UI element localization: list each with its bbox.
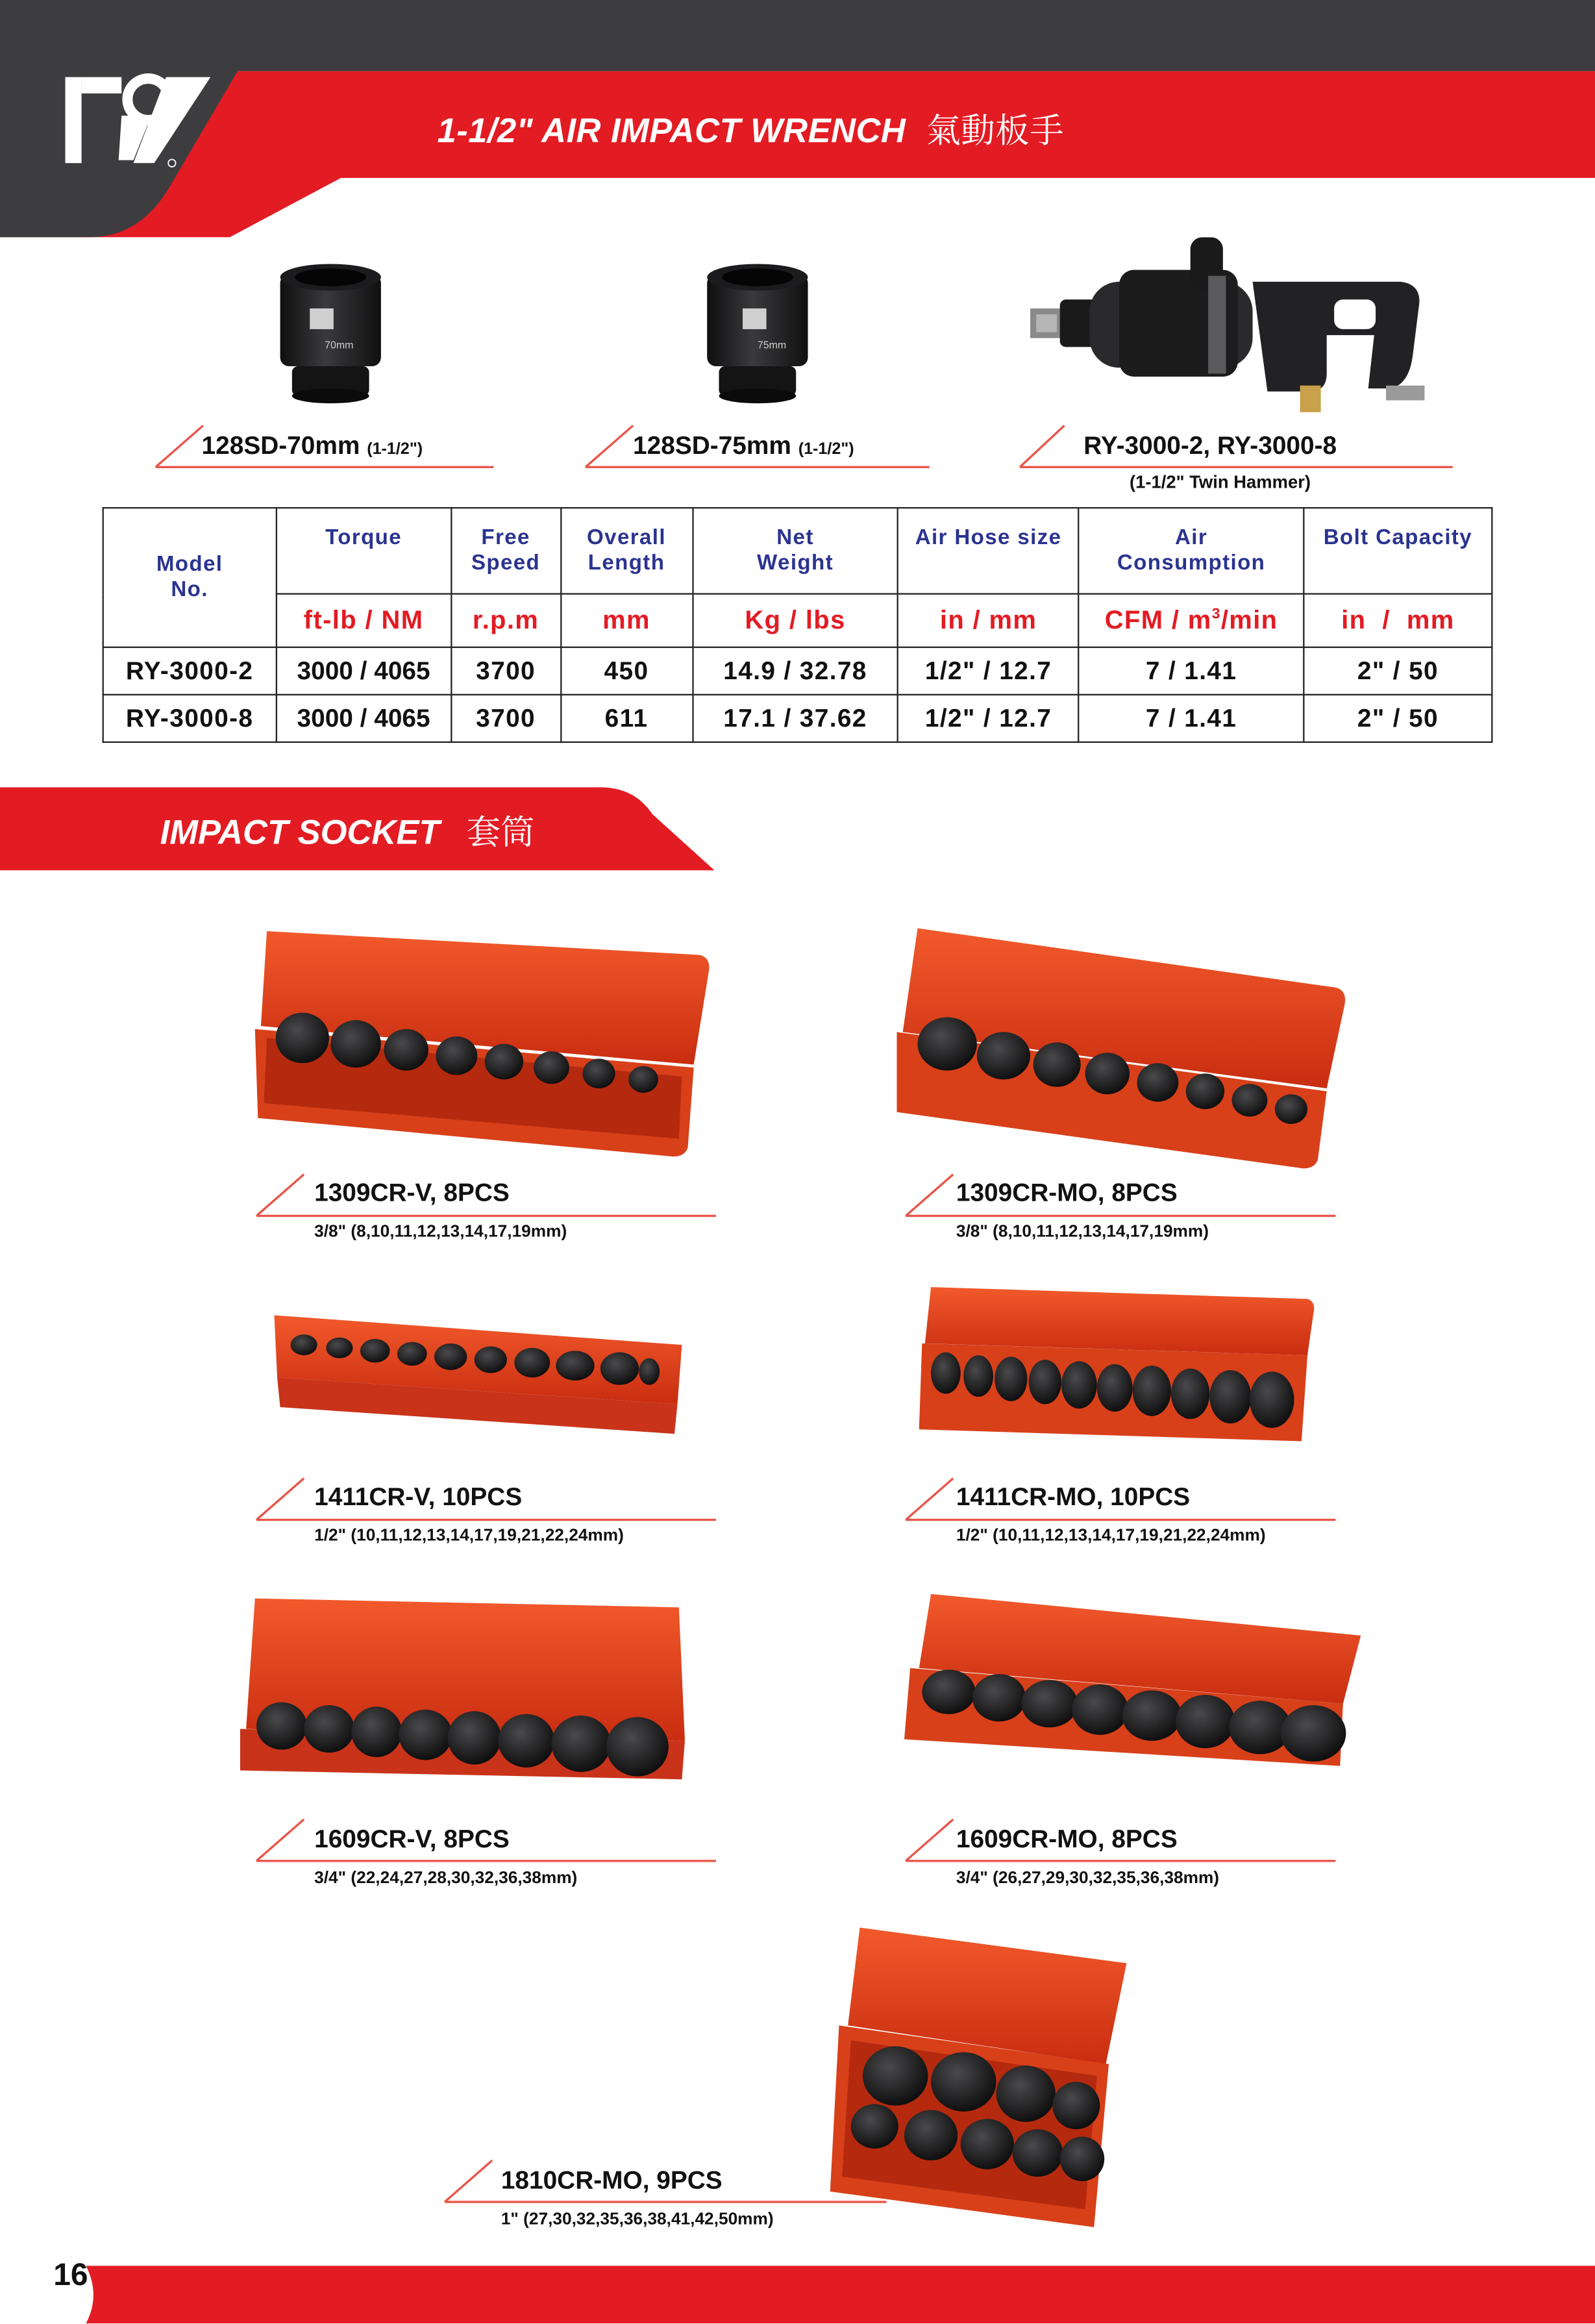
spec-table bbox=[103, 507, 1493, 743]
row-bolt: 2" / 50 bbox=[1304, 695, 1492, 742]
weight-unit: Kg / lbs bbox=[693, 594, 898, 647]
air-hose-header: Air Hose size bbox=[898, 508, 1079, 593]
set-sizes-1309cr-mo: 3/8" (8,10,11,12,13,14,17,19mm) bbox=[956, 1223, 1209, 1242]
length-unit: mm bbox=[560, 594, 692, 647]
row-speed: 3700 bbox=[451, 647, 561, 695]
page-title-cjk: 氣動板手 bbox=[926, 112, 1065, 151]
row-model: RY-3000-8 bbox=[103, 695, 277, 742]
socket-engraving-75: 75mm bbox=[757, 340, 787, 351]
row-torque: 3000 / 4065 bbox=[277, 695, 451, 742]
case-1609cr-mo bbox=[904, 1594, 1361, 1766]
row-length: 611 bbox=[560, 695, 692, 742]
free-speed-header: Free Speed bbox=[451, 508, 561, 593]
case-1411cr-mo bbox=[919, 1287, 1315, 1441]
torque-header: Torque bbox=[277, 508, 451, 593]
case-1309cr-v bbox=[255, 931, 710, 1156]
set-sizes-1609cr-v: 3/4" (22,24,27,28,30,32,36,38mm) bbox=[314, 1869, 578, 1888]
footer-band bbox=[0, 2266, 1595, 2323]
set-name-1810cr-mo: 1810CR-MO, 9PCS bbox=[501, 2166, 723, 2195]
row-hose: 1/2" / 12.7 bbox=[898, 695, 1079, 742]
hose-unit: in / mm bbox=[898, 594, 1079, 647]
section-title-cjk: 套筒 bbox=[466, 814, 535, 853]
table-row bbox=[103, 647, 1492, 695]
set-name-1411cr-v: 1411CR-V, 10PCS bbox=[314, 1482, 523, 1511]
row-air: 7 / 1.41 bbox=[1079, 647, 1304, 695]
net-weight-header: Net Weight bbox=[693, 508, 898, 593]
case-1609cr-v bbox=[240, 1599, 685, 1780]
twin-hammer-note: (1-1/2" Twin Hammer) bbox=[1130, 471, 1311, 493]
air-impact-wrench-icon bbox=[1030, 237, 1438, 418]
set-name-1609cr-mo: 1609CR-MO, 8PCS bbox=[956, 1825, 1178, 1854]
product-label-ry-3000: RY-3000-2, RY-3000-8 bbox=[1083, 431, 1337, 460]
section-title: IMPACT SOCKET 套筒 bbox=[160, 812, 535, 853]
socket-engraving-70: 70mm bbox=[325, 340, 354, 351]
row-weight: 17.1 / 37.62 bbox=[693, 695, 898, 742]
row-bolt: 2" / 50 bbox=[1304, 647, 1492, 695]
row-hose: 1/2" / 12.7 bbox=[898, 647, 1079, 695]
page-title: 1-1/2" AIR IMPACT WRENCH 氣動板手 bbox=[437, 111, 1065, 151]
overall-length-header: Overall Length bbox=[560, 508, 692, 593]
row-weight: 14.9 / 32.78 bbox=[693, 647, 898, 695]
bolt-unit: in / mm bbox=[1304, 594, 1492, 647]
set-sizes-1411cr-mo: 1/2" (10,11,12,13,14,17,19,21,22,24mm) bbox=[956, 1527, 1266, 1545]
case-1411cr-v bbox=[274, 1315, 682, 1434]
set-sizes-1309cr-v: 3/8" (8,10,11,12,13,14,17,19mm) bbox=[314, 1223, 567, 1242]
set-name-1309cr-v: 1309CR-V, 8PCS bbox=[314, 1179, 510, 1207]
page-number: 16 bbox=[53, 2258, 88, 2293]
torque-unit: ft-lb / NM bbox=[277, 594, 451, 647]
product-label-128sd-70: 128SD-70mm (1-1/2") bbox=[201, 431, 423, 460]
air-consumption-header: Air Consumption bbox=[1079, 508, 1304, 593]
set-sizes-1810cr-mo: 1" (27,30,32,35,36,38,41,42,50mm) bbox=[501, 2210, 774, 2229]
case-1309cr-mo bbox=[897, 928, 1346, 1168]
row-air: 7 / 1.41 bbox=[1079, 695, 1304, 742]
row-speed: 3700 bbox=[451, 695, 561, 742]
air-unit: CFM / $m^3/\min$ bbox=[1079, 594, 1304, 647]
product-label-128sd-75: 128SD-75mm (1-1/2") bbox=[633, 431, 854, 460]
bolt-capacity-header: Bolt Capacity bbox=[1304, 508, 1492, 593]
set-name-1609cr-v: 1609CR-V, 8PCS bbox=[314, 1825, 510, 1854]
row-model: RY-3000-2 bbox=[103, 647, 277, 695]
set-name-1411cr-mo: 1411CR-MO, 10PCS bbox=[956, 1482, 1191, 1511]
socket-sets-illustrations bbox=[0, 890, 1595, 2254]
row-torque: 3000 / 4065 bbox=[277, 647, 451, 695]
impact-socket-75mm-icon bbox=[699, 260, 817, 405]
ry-logo-icon bbox=[62, 71, 218, 172]
table-row bbox=[103, 695, 1492, 742]
set-name-1309cr-mo: 1309CR-MO, 8PCS bbox=[956, 1179, 1178, 1207]
model-header: Model No. bbox=[103, 508, 277, 647]
row-length: 450 bbox=[560, 647, 692, 695]
set-sizes-1411cr-v: 1/2" (10,11,12,13,14,17,19,21,22,24mm) bbox=[314, 1527, 624, 1545]
impact-socket-70mm-icon bbox=[271, 260, 390, 405]
speed-unit: r.p.m bbox=[451, 594, 561, 647]
set-sizes-1609cr-mo: 3/4" (26,27,29,30,32,35,36,38mm) bbox=[956, 1869, 1220, 1888]
